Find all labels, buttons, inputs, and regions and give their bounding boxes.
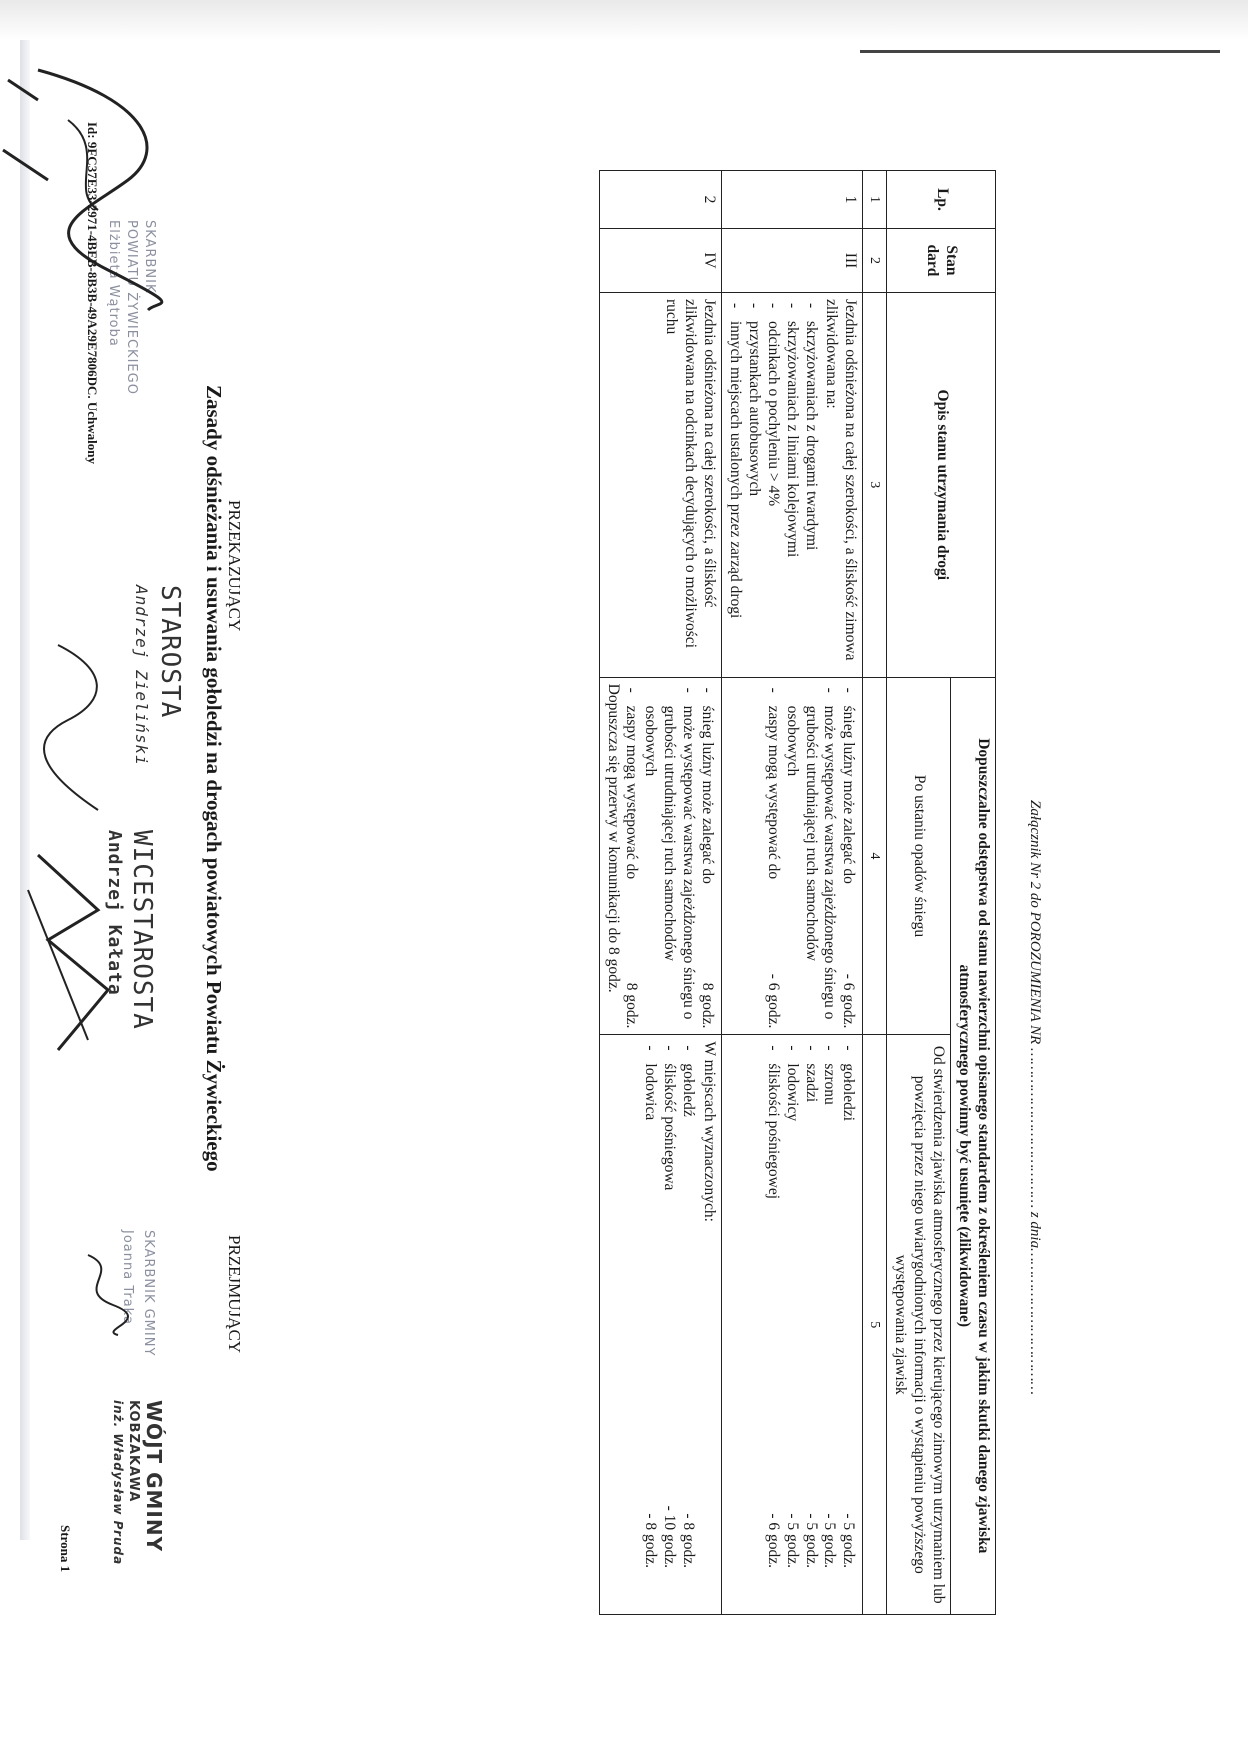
od-stwierdzenia-list	[763, 1041, 858, 1608]
list-item	[763, 1041, 782, 1568]
label-przejmujacy: PRZEJMUJĄCY	[225, 1235, 244, 1354]
list-item: - innych miejscach ustalonych przez zarząd drogi	[725, 299, 744, 671]
signature-starosta	[23, 640, 118, 820]
row-po-ustaniu	[722, 677, 863, 1035]
header-lp: Lp.	[887, 171, 996, 229]
stamp-line: STAROSTA	[155, 585, 185, 719]
header-odstepstwa: Dopuszczalne odstępstwa od stanu nawierzchni opisanego standardem z określeniem czasu w jakim skutki danego zjawiska atmosferycznego powinny być usunięte (zlikwidowane)	[951, 677, 996, 1614]
item-text: - śnieg luźny może zalegać do	[699, 705, 717, 884]
row-lp: 2	[599, 171, 721, 229]
po-ustaniu-note: Dopuszcza się przerwy w komunikacji do 8 godz.	[604, 683, 622, 993]
stamp-starosta	[129, 585, 188, 766]
opis-list	[725, 299, 820, 671]
header-standard: Stan dard	[887, 228, 996, 292]
item-text: - śliskość pośniegowa	[661, 1063, 679, 1191]
document-title: Zasady odśnieżania i usuwania gołoledzi na drogach powiatowych Powiatu Żywieckiego	[202, 385, 226, 1172]
item-text: - zaspy mogą występować do	[764, 705, 782, 880]
po-ustaniu-list	[622, 684, 717, 1029]
list-item	[838, 684, 857, 1029]
item-text: - szadzi	[802, 1063, 820, 1103]
stamp-line: WÓJT GMINY	[142, 1400, 166, 1553]
list-item: - przystankach autobusowych	[744, 299, 763, 671]
stamp-line: inż. Władysław Pruda	[110, 1400, 125, 1566]
item-text: - może występować warstwa zajeżdżonego śniegu o grubości utrudniającej ruch samochodów osobowych	[783, 705, 839, 1020]
item-time: - 5 godz.	[802, 1513, 820, 1568]
item-time: - 5 godz.	[821, 1513, 839, 1568]
header-opis: Opis stanu utrzymania drogi	[887, 292, 996, 677]
list-item	[763, 684, 782, 1029]
page-number: Strona 1	[58, 1525, 73, 1573]
stamp-line: Andrzej Zieliński	[131, 585, 151, 766]
document-id-line: Id: 9FC37E33-2971-4BEB-8B3B-49A29E7806DC. Uchwalony	[85, 122, 100, 464]
item-time: 8 godz.	[699, 982, 717, 1029]
stamp-line: Joanna Traka	[120, 1230, 136, 1325]
item-text: - lodowicy	[783, 1063, 801, 1122]
item-time: - 6 godz.	[764, 1513, 782, 1568]
list-item	[782, 1041, 801, 1568]
opis-intro: Jezdnia odśnieżona na całej szerokości, a śliskość zlikwidowana na odcinkach decydujących o możliwości ruchu	[663, 298, 719, 648]
list-item	[622, 684, 641, 1029]
stamp-line: Andrzej Kałata	[104, 830, 126, 996]
stamp-line: SKARBNIK	[142, 220, 157, 294]
item-text: - lodowica	[642, 1063, 660, 1121]
rules-table	[599, 170, 996, 1615]
row-standard: III	[722, 228, 863, 292]
column-number: 3	[863, 292, 887, 677]
stamp-line: WICESTAROSTA	[127, 830, 157, 1030]
item-text: - gołoledź	[680, 1063, 698, 1117]
stamp-line: POWIATU ŻYWIECKIEGO	[123, 220, 139, 395]
list-item	[659, 1041, 678, 1568]
list-item	[838, 1041, 857, 1568]
list-item	[697, 684, 716, 1029]
item-text: - zaspy mogą występować do	[623, 705, 641, 880]
header-od-stwierdzenia: Od stwierdzenia zjawiska atmosferycznego przez kierującego zimowym utrzymaniem lub powzięcia przez niego uwiarygodnionych informacji o wystąpieniu powyższego występowania zjawisk	[887, 1035, 951, 1615]
row-od-stwierdzenia	[722, 1035, 863, 1615]
stamp-wojt	[110, 1400, 166, 1565]
list-item	[782, 684, 839, 1029]
item-text: - śliskości pośniegowej	[764, 1063, 782, 1200]
list-item: - odcinkach o pochyleniu > 4%	[763, 299, 782, 671]
annex-line: Załącznik Nr 2 do POROZUMIENIA NR ……………………………… z dnia……………………………	[1027, 800, 1043, 1395]
list-item	[801, 1041, 820, 1568]
opis-intro: Jezdnia odśnieżona na całej szerokości, a śliskość zimowa zlikwidowana na:	[823, 298, 860, 661]
item-time: - 6 godz.	[764, 973, 782, 1029]
column-number: 2	[863, 228, 887, 292]
item-text: - śnieg luźny może zalegać do	[840, 705, 858, 884]
item-time: 8 godz.	[623, 982, 641, 1029]
column-number: 5	[863, 1035, 887, 1615]
stamp-line: Elżbieta Wątroba	[105, 220, 121, 347]
row-po-ustaniu	[599, 677, 721, 1035]
column-number: 1	[863, 171, 887, 229]
column-numbers-row	[863, 171, 887, 1615]
row-standard: IV	[599, 228, 721, 292]
table-row	[599, 171, 721, 1615]
item-text: - szronu	[821, 1063, 839, 1105]
list-item	[640, 1041, 659, 1568]
list-item	[640, 684, 697, 1029]
header-row-1	[951, 171, 996, 1615]
row-lp: 1	[722, 171, 863, 229]
list-item: - skrzyżowaniach z liniami kolejowymi	[782, 299, 801, 671]
item-time: - 10 godz.	[661, 1505, 679, 1568]
row-od-stwierdzenia	[599, 1035, 721, 1615]
stamp-line: KOBZAKAWA	[126, 1400, 141, 1503]
column-number: 4	[863, 677, 887, 1035]
item-text: - gołoledzi	[840, 1063, 858, 1122]
signature-wicestarosta	[13, 850, 118, 1070]
od-stwierdzenia-list	[640, 1041, 697, 1608]
table-row	[722, 171, 863, 1615]
item-time: - 8 godz.	[642, 1513, 660, 1568]
list-item: - skrzyżowaniach z drogami twardymi	[801, 299, 820, 671]
po-ustaniu-list	[763, 684, 858, 1029]
header-po-ustaniu: Po ustaniu opadów śniegu	[887, 677, 951, 1035]
item-time: - 5 godz.	[783, 1513, 801, 1568]
stamp-line: SKARBNIK GMINY	[141, 1230, 156, 1357]
item-text: - może występować warstwa zajeżdżonego śniegu o grubości utrudniającej ruch samochodów osobowych	[642, 705, 698, 1020]
row-opis	[599, 292, 721, 677]
list-item	[678, 1041, 697, 1568]
item-time: - 6 godz.	[840, 973, 858, 1029]
item-time: - 5 godz.	[840, 1513, 858, 1568]
signature-skarbnik-gminy	[63, 1250, 128, 1340]
row-opis	[722, 292, 863, 677]
label-przekazujacy: PRZEKAZUJĄCY	[225, 500, 244, 632]
od-stwierdzenia-intro: W miejscach wyznaczonych:	[701, 1041, 719, 1222]
list-item	[820, 1041, 839, 1568]
item-time: - 8 godz.	[680, 1513, 698, 1568]
